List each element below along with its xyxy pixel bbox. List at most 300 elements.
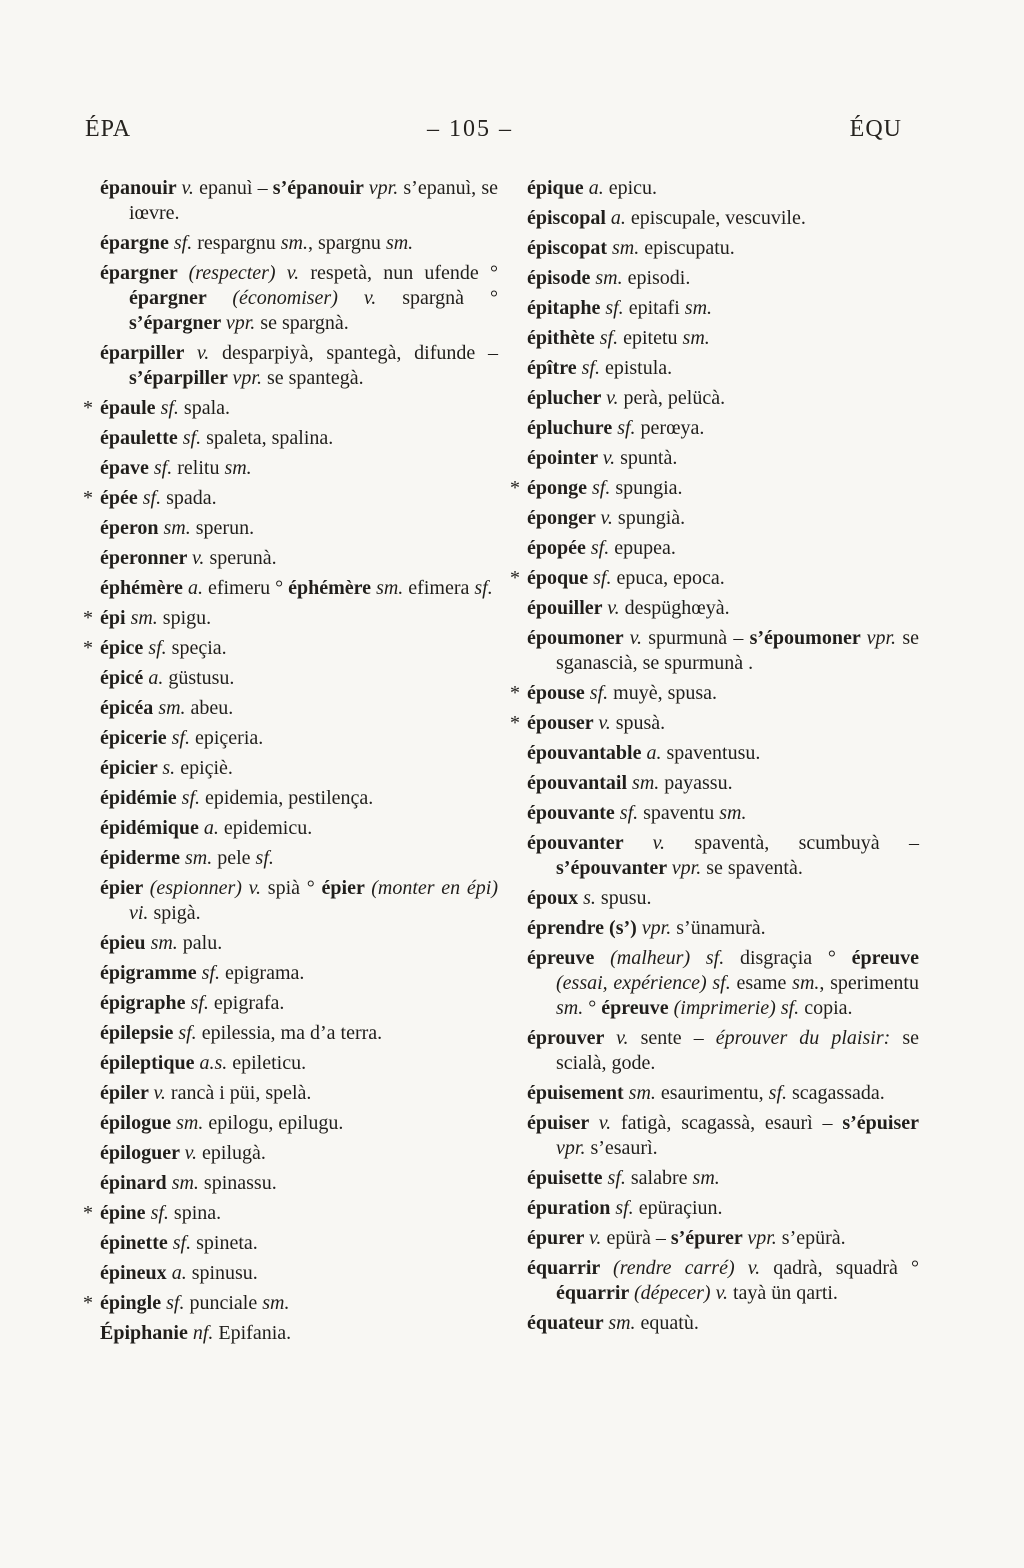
- translation: epiçiè.: [180, 757, 233, 779]
- dictionary-entry: [527, 596, 919, 621]
- headword: épreuve: [527, 947, 611, 969]
- headword: épier: [100, 877, 150, 899]
- headword: épi: [100, 607, 131, 629]
- translation: epicu.: [608, 177, 657, 199]
- grammar-label: v.: [616, 1027, 641, 1049]
- translation: epuca, epoca.: [616, 567, 725, 589]
- grammar-label: sm.: [608, 1312, 641, 1334]
- headword: épouvanter: [527, 832, 653, 854]
- grammar-label: sf.: [153, 457, 178, 479]
- dictionary-entry: [100, 231, 498, 256]
- grammar-label: sf.: [150, 1202, 174, 1224]
- star-marker: *: [83, 607, 93, 629]
- grammar-label: v.: [629, 627, 649, 649]
- translation: , sperimentu: [819, 972, 919, 994]
- translation: epupea.: [614, 537, 676, 559]
- dictionary-entry: [527, 1111, 919, 1161]
- dictionary-entry: [527, 266, 919, 291]
- dictionary-entry: [100, 576, 498, 601]
- translation: pele: [217, 847, 256, 869]
- grammar-label: a.: [148, 667, 169, 689]
- headword: épiderme: [100, 847, 185, 869]
- translation: epigrama.: [224, 962, 305, 984]
- translation: despüghœyà.: [624, 597, 730, 619]
- translation: spineta.: [196, 1232, 258, 1254]
- guideword-right: ÉQU: [849, 116, 902, 142]
- grammar-label: vpr.: [368, 177, 404, 199]
- translation: spinassu.: [203, 1172, 277, 1194]
- translation: spina.: [173, 1202, 222, 1224]
- grammar-label: sm.: [262, 1292, 290, 1314]
- grammar-label: sf.: [593, 567, 617, 589]
- grammar-label: sm.: [684, 297, 713, 319]
- headword: épouse: [527, 682, 590, 704]
- headword: épaulette: [100, 427, 183, 449]
- headword: épicier: [100, 757, 163, 779]
- headword: épidémie: [100, 787, 182, 809]
- translation: perà, pelücà.: [623, 387, 726, 409]
- dictionary-entry: [100, 1051, 498, 1076]
- grammar-label: sm.: [692, 1167, 720, 1189]
- headword: épique: [527, 177, 589, 199]
- grammar-label: a.: [646, 742, 667, 764]
- translation: epilogu, epilugu.: [208, 1112, 344, 1134]
- grammar-label: sf.: [160, 397, 184, 419]
- grammar-label: sm.: [376, 577, 409, 599]
- headword: éphémère: [100, 577, 188, 599]
- dictionary-entry: [100, 546, 498, 571]
- headword: épurer: [527, 1227, 590, 1249]
- dictionary-entry: [100, 261, 498, 336]
- grammar-label: sf.: [599, 327, 624, 349]
- translation: spià °: [267, 877, 322, 899]
- headword: s’époumoner: [749, 627, 867, 649]
- translation: sperunà.: [209, 547, 277, 569]
- headword: équateur: [527, 1312, 609, 1334]
- dictionary-entry: [527, 1081, 919, 1106]
- headword: épicé: [100, 667, 149, 689]
- grammar-label: (économiser) v.: [232, 287, 403, 309]
- translation: epidemicu.: [223, 817, 313, 839]
- grammar-label: sm.: [719, 802, 747, 824]
- translation: sente –: [640, 1027, 716, 1049]
- grammar-label: sf.: [768, 1082, 792, 1104]
- dictionary-entry: [100, 846, 498, 871]
- translation: spigu.: [162, 607, 212, 629]
- headword: éplucher: [527, 387, 607, 409]
- translation: , spargnu: [307, 232, 386, 254]
- dictionary-entry: [100, 696, 498, 721]
- headword: épisode: [527, 267, 596, 289]
- translation: se spargnà.: [260, 312, 349, 334]
- translation: epüraçiun.: [638, 1197, 723, 1219]
- dictionary-entry: [100, 1141, 498, 1166]
- translation: spaventà, scumbuyà –: [694, 832, 919, 854]
- headword: épuisement: [527, 1082, 629, 1104]
- column-right: [510, 176, 919, 1351]
- grammar-label: (essai, expérience) sf.: [556, 972, 737, 994]
- headword: époux: [527, 887, 584, 909]
- grammar-label: sf.: [166, 1292, 190, 1314]
- translation: Epifania.: [218, 1322, 292, 1344]
- grammar-label: sf.: [255, 847, 274, 869]
- grammar-label: nf.: [192, 1322, 219, 1344]
- headword: épidémique: [100, 817, 204, 839]
- translation: spusà.: [615, 712, 666, 734]
- headword: épargner: [129, 287, 233, 309]
- headword: épinard: [100, 1172, 172, 1194]
- grammar-label: v.: [192, 547, 210, 569]
- grammar-label: sf.: [590, 537, 615, 559]
- translation: sperun.: [195, 517, 255, 539]
- headword: épitaphe: [527, 297, 606, 319]
- translation: epanuì –: [199, 177, 273, 199]
- dictionary-entry: [510, 476, 919, 501]
- headword: équarrir: [527, 1257, 614, 1279]
- translation: disgraçia °: [739, 947, 852, 969]
- grammar-label: sm.: [130, 607, 163, 629]
- grammar-label: sf.: [607, 1167, 631, 1189]
- dictionary-columns: [83, 176, 919, 1351]
- headword: épiloguer: [100, 1142, 185, 1164]
- translation: abeu.: [190, 697, 234, 719]
- translation: spaventu: [643, 802, 720, 824]
- dictionary-entry: [527, 386, 919, 411]
- grammar-label: sm.: [612, 237, 645, 259]
- headword: épître: [527, 357, 582, 379]
- dictionary-entry: [527, 446, 919, 471]
- grammar-label: sf.: [474, 577, 493, 599]
- dictionary-entry: [100, 341, 498, 391]
- headword: épouser: [527, 712, 599, 734]
- translation: spinusu.: [191, 1262, 258, 1284]
- grammar-label: (imprimerie) sf.: [673, 997, 805, 1019]
- headword: épiscopat: [527, 237, 612, 259]
- dictionary-entry: [83, 1291, 498, 1316]
- translation: fatigà, scagassà, esaurì –: [620, 1112, 843, 1134]
- grammar-label: vpr.: [225, 312, 261, 334]
- translation: punciale: [189, 1292, 263, 1314]
- headword: époumoner: [527, 627, 630, 649]
- headword: épier: [321, 877, 372, 899]
- star-marker: *: [510, 712, 520, 734]
- headword: épuisette: [527, 1167, 608, 1189]
- grammar-label: v.: [600, 507, 618, 529]
- dictionary-entry: [527, 236, 919, 261]
- grammar-label: sm.: [556, 997, 589, 1019]
- translation: spuntà.: [620, 447, 678, 469]
- headword: épargne: [100, 232, 174, 254]
- grammar-label: (malheur) sf.: [610, 947, 740, 969]
- dictionary-entry: [527, 886, 919, 911]
- grammar-label: sm.: [224, 457, 252, 479]
- headword: épilogue: [100, 1112, 177, 1134]
- grammar-label: (dépecer) v.: [633, 1282, 733, 1304]
- headword: Épiphanie: [100, 1322, 193, 1344]
- grammar-label: s.: [162, 757, 181, 779]
- grammar-label: sm.: [176, 1112, 209, 1134]
- translation: spungià.: [617, 507, 686, 529]
- grammar-label: vpr.: [232, 367, 267, 389]
- dictionary-entry: [100, 176, 498, 226]
- star-marker: *: [83, 637, 93, 659]
- headword: épuiser: [527, 1112, 599, 1134]
- dictionary-entry: [100, 1321, 498, 1346]
- headword: épicerie: [100, 727, 172, 749]
- translation: epileticu.: [232, 1052, 307, 1074]
- star-marker: *: [83, 1292, 93, 1314]
- grammar-label: sf.: [172, 1232, 197, 1254]
- grammar-label: sf.: [581, 357, 605, 379]
- headword: épine: [100, 1202, 151, 1224]
- headword: épicéa: [100, 697, 159, 719]
- dictionary-entry: [100, 876, 498, 926]
- grammar-label: vpr.: [747, 1227, 782, 1249]
- translation: se sganascià, se spurmunà .: [556, 627, 919, 674]
- dictionary-entry: [527, 326, 919, 351]
- grammar-label: v.: [153, 1082, 171, 1104]
- grammar-label: sm.: [150, 932, 183, 954]
- star-marker: *: [510, 682, 520, 704]
- headword: épigramme: [100, 962, 202, 984]
- headword: équarrir: [556, 1282, 634, 1304]
- translation: spada.: [166, 487, 217, 509]
- dictionary-entry: [527, 626, 919, 676]
- grammar-label: (rendre carré) v.: [613, 1257, 774, 1279]
- headword: s’éparpiller: [129, 367, 233, 389]
- headword: épouvantail: [527, 772, 633, 794]
- dictionary-entry: [83, 636, 498, 661]
- column-left: [83, 176, 499, 1351]
- grammar-label: sf.: [592, 477, 616, 499]
- grammar-label: (espionner) v.: [149, 877, 268, 899]
- headword: épreuve: [601, 997, 674, 1019]
- dictionary-entry: [83, 1201, 498, 1226]
- headword: épithète: [527, 327, 600, 349]
- dictionary-entry: [100, 426, 498, 451]
- grammar-label: sf.: [190, 992, 214, 1014]
- dictionary-entry: [100, 1231, 498, 1256]
- grammar-label: a.: [588, 177, 609, 199]
- grammar-label: sm.: [628, 1082, 661, 1104]
- grammar-label: sf.: [605, 297, 629, 319]
- translation: equatù.: [640, 1312, 699, 1334]
- translation: respargnu: [197, 232, 281, 254]
- translation: epitafi: [628, 297, 685, 319]
- dictionary-entry: [100, 1081, 498, 1106]
- dictionary-entry: [527, 946, 919, 1021]
- grammar-label: a.: [203, 817, 224, 839]
- grammar-label: v.: [184, 1142, 203, 1164]
- headword: éprendre (s’): [527, 917, 642, 939]
- headword: époque: [527, 567, 594, 589]
- grammar-label: a.: [610, 207, 631, 229]
- grammar-label: sf.: [589, 682, 614, 704]
- page-number: – 105 –: [427, 116, 513, 142]
- translation: spurmunà –: [648, 627, 750, 649]
- translation: se spaventà.: [706, 857, 803, 879]
- dictionary-entry: [527, 536, 919, 561]
- translation: spaventusu.: [666, 742, 761, 764]
- headword: éponger: [527, 507, 601, 529]
- dictionary-entry: [527, 1166, 919, 1191]
- grammar-label: sf.: [615, 1197, 639, 1219]
- translation: epistula.: [604, 357, 673, 379]
- star-marker: *: [83, 397, 93, 419]
- dictionary-entry: [527, 296, 919, 321]
- grammar-label: a.: [171, 1262, 192, 1284]
- grammar-label: sf.: [617, 417, 641, 439]
- dictionary-entry: [527, 831, 919, 881]
- translation: s’epürà.: [781, 1227, 846, 1249]
- dictionary-entry: [510, 711, 919, 736]
- translation: epiçeria.: [194, 727, 264, 749]
- star-marker: *: [510, 477, 520, 499]
- dictionary-entry: [527, 741, 919, 766]
- headword: épiscopal: [527, 207, 611, 229]
- headword: épointer: [527, 447, 603, 469]
- headword: épouiller: [527, 597, 608, 619]
- dictionary-entry: [527, 771, 919, 796]
- grammar-label: sf.: [173, 232, 198, 254]
- translation: spargnà °: [402, 287, 498, 309]
- headword: épée: [100, 487, 143, 509]
- headword: s’épurer: [670, 1227, 748, 1249]
- grammar-label: vpr.: [866, 627, 903, 649]
- dictionary-entry: [510, 681, 919, 706]
- headword: épilepsie: [100, 1022, 179, 1044]
- dictionary-entry: [100, 516, 498, 541]
- grammar-label: sf.: [182, 427, 207, 449]
- headword: épreuve: [851, 947, 919, 969]
- dictionary-entry: [527, 206, 919, 231]
- grammar-label: v.: [598, 712, 616, 734]
- headword: s’épouvanter: [556, 857, 672, 879]
- headword: épiler: [100, 1082, 154, 1104]
- translation: epürà –: [606, 1227, 671, 1249]
- grammar-label: (respecter) v.: [188, 262, 311, 284]
- grammar-label: vpr.: [641, 917, 677, 939]
- headword: épileptique: [100, 1052, 200, 1074]
- grammar-label: v.: [652, 832, 695, 854]
- translation: se scialà, gode.: [556, 1027, 919, 1074]
- translation: s’esaurì.: [590, 1137, 658, 1159]
- headword: s’épanouir: [272, 177, 369, 199]
- grammar-label: vpr.: [556, 1137, 591, 1159]
- headword: éparpiller: [100, 342, 197, 364]
- translation: payassu.: [664, 772, 733, 794]
- headword: épuration: [527, 1197, 616, 1219]
- dictionary-entry: [527, 506, 919, 531]
- dictionary-entry: [527, 801, 919, 826]
- dictionary-entry: [527, 176, 919, 201]
- headword: épopée: [527, 537, 591, 559]
- translation: copia.: [804, 997, 853, 1019]
- grammar-label: sm.: [632, 772, 665, 794]
- dictionary-entry: [527, 356, 919, 381]
- headword: éperon: [100, 517, 164, 539]
- grammar-label: sf.: [178, 1022, 202, 1044]
- grammar-label: v.: [602, 447, 621, 469]
- dictionary-entry: [100, 961, 498, 986]
- dictionary-entry: [100, 816, 498, 841]
- grammar-label: v.: [589, 1227, 607, 1249]
- translation: spungia.: [615, 477, 683, 499]
- grammar-label: sm.: [184, 847, 218, 869]
- dictionary-entry: [83, 396, 498, 421]
- translation: efimeru °: [207, 577, 289, 599]
- grammar-label: sf.: [619, 802, 644, 824]
- headword: éperonner: [100, 547, 193, 569]
- dictionary-entry: [527, 1196, 919, 1221]
- headword: éprouver: [527, 1027, 617, 1049]
- translation: spusu.: [600, 887, 652, 909]
- translation: esaurimentu,: [660, 1082, 769, 1104]
- grammar-label: vpr.: [671, 857, 707, 879]
- dictionary-entry: [527, 1226, 919, 1251]
- headword: épieu: [100, 932, 151, 954]
- dictionary-entry: [100, 1261, 498, 1286]
- dictionary-entry: [83, 486, 498, 511]
- grammar-label: sm.: [682, 327, 710, 349]
- translation: muyè, spusa.: [613, 682, 718, 704]
- headword: épaule: [100, 397, 161, 419]
- grammar-label: sm.: [163, 517, 196, 539]
- guideword-left: ÉPA: [85, 116, 132, 142]
- translation: epilessia, ma d’a terra.: [201, 1022, 383, 1044]
- grammar-label: sm.: [595, 267, 628, 289]
- grammar-label: v.: [607, 597, 625, 619]
- dictionary-entry: [100, 456, 498, 481]
- dictionary-entry: [100, 1021, 498, 1046]
- grammar-label: éprouver du plaisir:: [715, 1027, 903, 1049]
- translation: efimera: [408, 577, 475, 599]
- translation: epitetu: [623, 327, 683, 349]
- grammar-label: sf.: [148, 637, 172, 659]
- translation: scagassada.: [792, 1082, 885, 1104]
- headword: épanouir: [100, 177, 182, 199]
- translation: respetà, nun ufende °: [310, 262, 498, 284]
- grammar-label: a.s.: [199, 1052, 233, 1074]
- translation: relitu: [177, 457, 225, 479]
- headword: épice: [100, 637, 149, 659]
- translation: epidemia, pestilença.: [205, 787, 374, 809]
- translation: episcupale, vescuvile.: [630, 207, 806, 229]
- headword: épouvantable: [527, 742, 647, 764]
- translation: epigrafa.: [213, 992, 285, 1014]
- translation: tayà ün qarti.: [732, 1282, 838, 1304]
- translation: speçia.: [171, 637, 227, 659]
- translation: spala.: [183, 397, 230, 419]
- dictionary-entry: [527, 1026, 919, 1076]
- headword: épingle: [100, 1292, 167, 1314]
- translation: güstusu.: [168, 667, 235, 689]
- translation: qadrà, squadrà °: [773, 1257, 919, 1279]
- grammar-label: sm.: [171, 1172, 204, 1194]
- headword: éphémère: [288, 577, 377, 599]
- dictionary-entry: [100, 991, 498, 1016]
- translation: episodi.: [627, 267, 691, 289]
- dictionary-entry: [100, 666, 498, 691]
- grammar-label: sf.: [181, 787, 205, 809]
- headword: épineux: [100, 1262, 172, 1284]
- dictionary-entry: [100, 1111, 498, 1136]
- dictionary-entry: [100, 726, 498, 751]
- translation: s’epanuì, se iœvre.: [129, 177, 498, 224]
- translation: se spantegà.: [266, 367, 364, 389]
- grammar-label: sm.: [158, 697, 191, 719]
- headword: épinette: [100, 1232, 173, 1254]
